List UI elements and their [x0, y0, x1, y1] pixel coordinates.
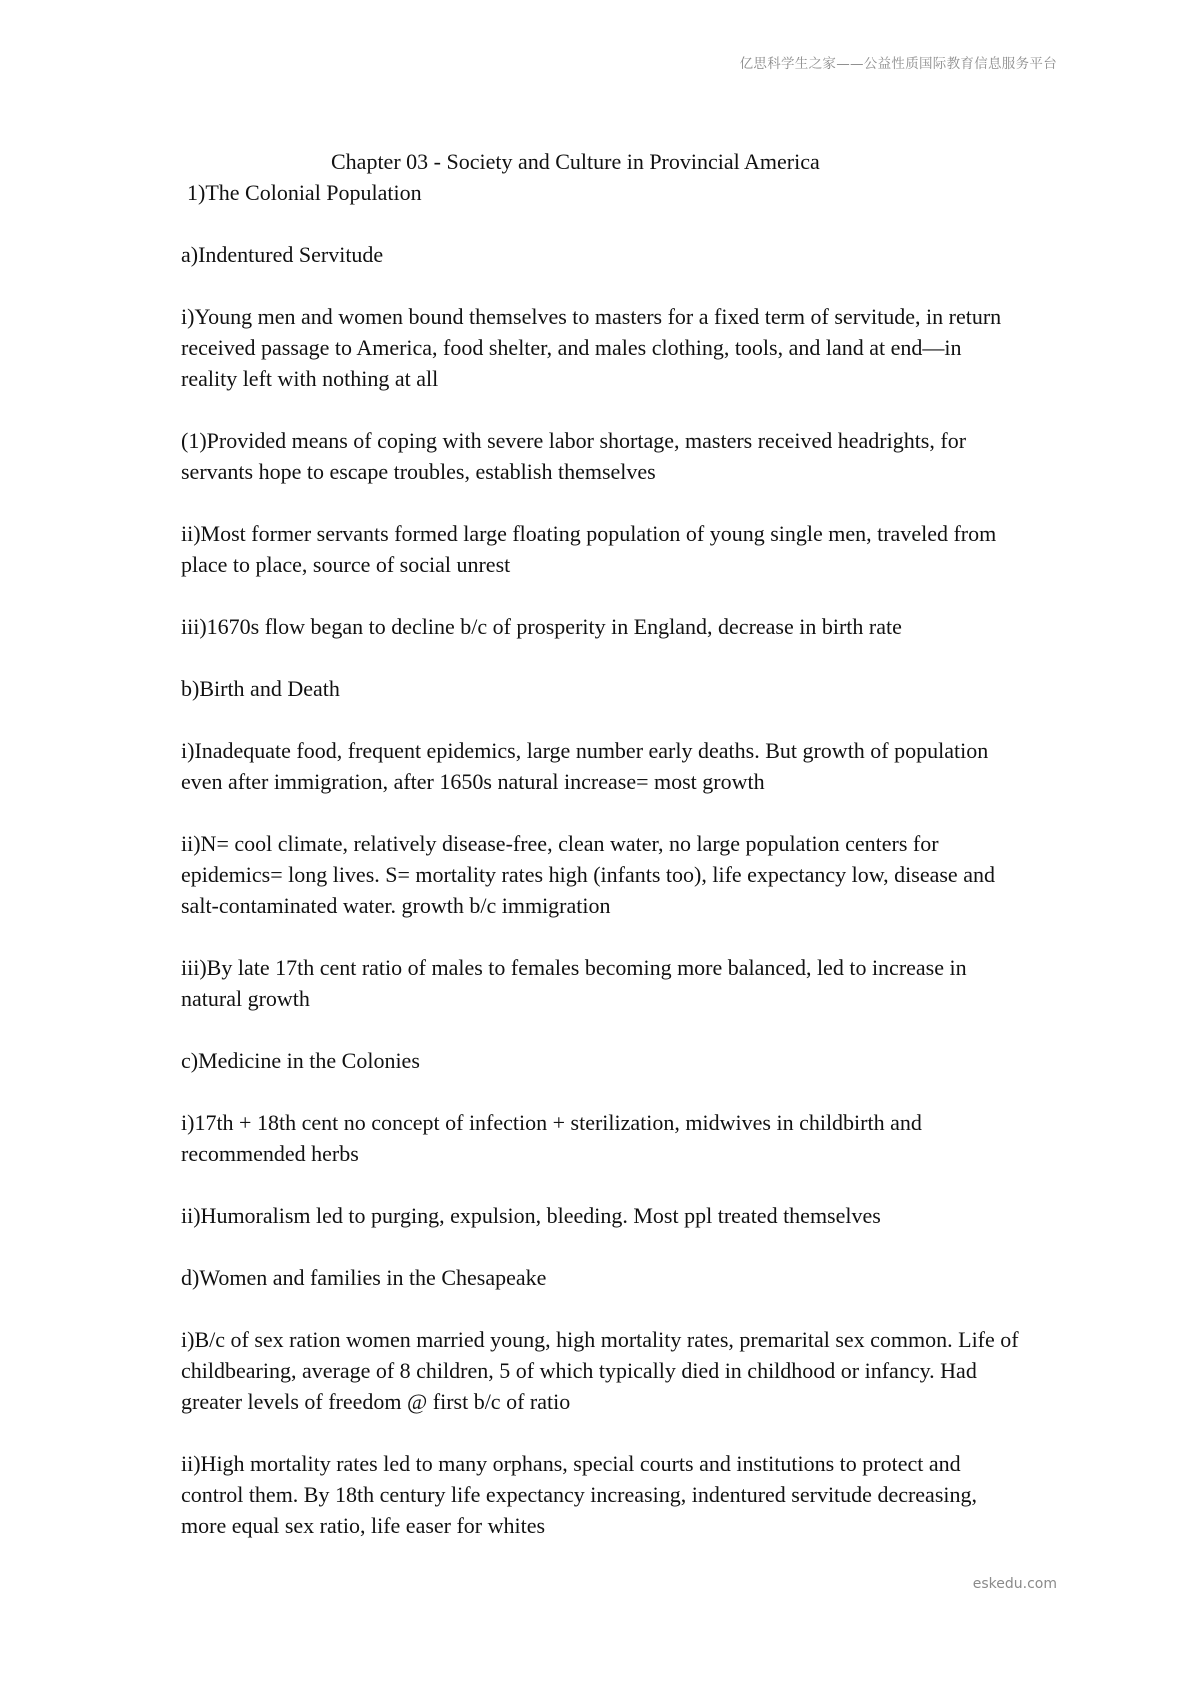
paragraph: b)Birth and Death — [181, 676, 340, 701]
paragraph: iii)By late 17th cent ratio of males to females becoming more balanced, led to increase in natural growth — [181, 955, 967, 1011]
paragraph: ii)Most former servants formed large floating population of young single men, traveled from place to place, source of social unrest — [181, 521, 997, 577]
paragraph: i)Inadequate food, frequent epidemics, large number early deaths. But growth of population even after immigration, after 1650s natural increase= most growth — [181, 738, 989, 794]
footer-site-domain: eskedu.com — [972, 1576, 1057, 1592]
document-body — [181, 146, 1021, 1572]
paragraph: i)Young men and women bound themselves to masters for a fixed term of servitude, in return received passage to America, food shelter, and males clothing, tools, and land at end—in reality left with nothing at all — [181, 304, 1002, 391]
paragraph: i)17th + 18th cent no concept of infection + sterilization, midwives in childbirth and recommended herbs — [181, 1110, 922, 1166]
paragraph: a)Indentured Servitude — [181, 242, 384, 267]
paragraph: c)Medicine in the Colonies — [181, 1048, 420, 1073]
paragraph: ii)Humoralism led to purging, expulsion, bleeding. Most ppl treated themselves — [181, 1203, 881, 1228]
paragraph: d)Women and families in the Chesapeake — [181, 1265, 547, 1290]
paragraph: ii)High mortality rates led to many orphans, special courts and institutions to protect and control them. By 18th century life expectancy increasing, indentured servitude decreasing, more equal sex ratio, life easer for whites — [181, 1451, 977, 1538]
paragraph: iii)1670s flow began to decline b/c of prosperity in England, decrease in birth rate — [181, 614, 902, 639]
paragraph: ii)N= cool climate, relatively disease-free, clean water, no large population centers for epidemics= long lives. S= mortality rates high (infants too), life expectancy low, disease and salt-contaminated water. growth b/c immigration — [181, 831, 995, 918]
paragraph: (1)Provided means of coping with severe labor shortage, masters received headrights, for servants hope to escape troubles, establish themselves — [181, 428, 967, 484]
header-site-note: 亿思科学生之家——公益性质国际教育信息服务平台 — [739, 56, 1057, 72]
document-title: Chapter 03 - Society and Culture in Provincial America — [331, 149, 820, 174]
paragraph: i)B/c of sex ration women married young, high mortality rates, premarital sex common. Life of childbearing, average of 8 children, 5 of which typically died in childhood or infancy. Had greater levels of freedom @ first b/c of ratio — [181, 1327, 1019, 1414]
section-heading: 1)The Colonial Population — [187, 180, 422, 205]
